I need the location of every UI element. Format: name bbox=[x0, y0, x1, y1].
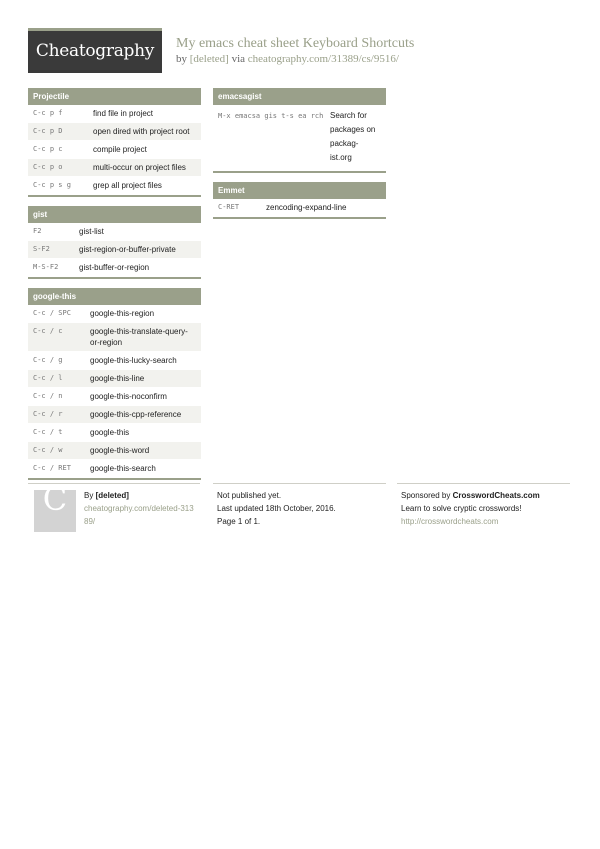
shortcut-row bbox=[213, 105, 386, 171]
footer-author-text bbox=[84, 489, 196, 528]
section-footer-rule bbox=[28, 277, 201, 279]
shortcut-list bbox=[28, 305, 201, 478]
emacsagist-section bbox=[213, 88, 386, 173]
shortcut-list bbox=[28, 105, 201, 195]
shortcut-row bbox=[213, 199, 386, 217]
shortcut-key: C-c / n bbox=[33, 392, 63, 400]
section-title: Emmet bbox=[213, 182, 386, 199]
footer-author-name[interactable]: [deleted] bbox=[95, 491, 129, 500]
last-updated: Last updated 18th October, 2016. bbox=[217, 504, 336, 513]
shortcut-desc: google-this-search bbox=[90, 464, 156, 473]
shortcut-desc: google-this-lucky-search bbox=[90, 356, 177, 365]
shortcut-desc: multi-occur on project files bbox=[93, 163, 186, 172]
shortcut-key: C-c / SPC bbox=[33, 309, 71, 317]
logo-text: Cheatography bbox=[35, 41, 155, 61]
shortcut-row bbox=[28, 105, 201, 123]
shortcut-key: M-x emacsa gis t-s ea rch bbox=[218, 112, 324, 120]
published-status: Not published yet. bbox=[217, 491, 282, 500]
sponsor-name[interactable]: CrosswordCheats.com bbox=[452, 491, 540, 500]
shortcut-row bbox=[28, 323, 201, 352]
shortcut-row bbox=[28, 388, 201, 406]
shortcut-desc: gist-buffer-or-region bbox=[79, 263, 150, 272]
shortcut-list bbox=[28, 223, 201, 277]
section-footer-rule bbox=[28, 195, 201, 197]
shortcut-key: C-c / t bbox=[33, 428, 63, 436]
shortcut-key: M-S-F2 bbox=[33, 263, 59, 271]
sponsor-link[interactable]: http://crosswordcheats.com bbox=[401, 517, 499, 526]
shortcut-row bbox=[28, 241, 201, 259]
shortcut-key: C-c p s g bbox=[33, 181, 71, 189]
sponsor-tagline: Learn to solve cryptic crosswords! bbox=[401, 504, 522, 513]
shortcut-list bbox=[213, 199, 386, 217]
section-title: Projectile bbox=[28, 88, 201, 105]
shortcut-key: C-c / RET bbox=[33, 464, 71, 472]
shortcut-desc: open dired with project root bbox=[93, 127, 190, 136]
avatar[interactable] bbox=[34, 480, 76, 532]
footer-by: By bbox=[84, 491, 94, 500]
shortcut-key: C-c / w bbox=[33, 446, 63, 454]
shortcut-key: C-c / c bbox=[33, 327, 63, 335]
shortcut-desc: compile project bbox=[93, 145, 147, 154]
byline-author[interactable]: [deleted] bbox=[189, 53, 229, 65]
shortcut-key: C-c p f bbox=[33, 109, 63, 117]
right-column bbox=[213, 88, 386, 228]
shortcut-desc: gist-region-or-buffer-private bbox=[79, 245, 176, 254]
section-footer-rule bbox=[213, 217, 386, 219]
sponsor-line bbox=[401, 489, 540, 502]
shortcut-key: C-c / l bbox=[33, 374, 63, 382]
shortcut-desc: google-this bbox=[90, 428, 130, 437]
footer-status bbox=[213, 483, 386, 539]
shortcut-row bbox=[28, 406, 201, 424]
shortcut-desc: google-this-region bbox=[90, 309, 155, 318]
left-column bbox=[28, 88, 201, 489]
section-footer-rule bbox=[213, 171, 386, 173]
shortcut-key: F2 bbox=[33, 227, 42, 235]
shortcut-row bbox=[28, 305, 201, 323]
shortcut-row bbox=[28, 177, 201, 195]
footer-status-text bbox=[217, 489, 336, 528]
shortcut-key: C-RET bbox=[218, 203, 240, 211]
section-title: emacsagist bbox=[213, 88, 386, 105]
shortcut-key: C-c / g bbox=[33, 356, 63, 364]
footer-sponsor bbox=[397, 483, 570, 539]
shortcut-row bbox=[28, 370, 201, 388]
page-title: My emacs cheat sheet Keyboard Shortcuts bbox=[176, 36, 415, 51]
shortcut-row bbox=[28, 259, 201, 277]
shortcut-key: C-c p o bbox=[33, 163, 63, 171]
google-this-section bbox=[28, 288, 201, 480]
shortcut-row bbox=[28, 141, 201, 159]
shortcut-desc: google-this-noconfirm bbox=[90, 392, 167, 401]
avatar-letter: C bbox=[42, 480, 68, 518]
shortcut-desc: google-this-line bbox=[90, 374, 145, 383]
shortcut-row bbox=[28, 460, 201, 478]
shortcut-row bbox=[28, 223, 201, 241]
shortcut-desc: find file in project bbox=[93, 109, 154, 118]
byline-via: via bbox=[231, 53, 246, 65]
emmet-section bbox=[213, 182, 386, 219]
shortcut-row bbox=[28, 352, 201, 370]
section-title: gist bbox=[28, 206, 201, 223]
gist-section bbox=[28, 206, 201, 279]
shortcut-desc: gist-list bbox=[79, 227, 104, 236]
section-title: google-this bbox=[28, 288, 201, 305]
shortcut-desc: google-this-translate-query-or-region bbox=[90, 327, 188, 347]
footer-author bbox=[28, 480, 200, 539]
cheatography-logo[interactable] bbox=[28, 28, 162, 73]
footer-author-link[interactable]: cheatography.com/deleted-31389/ bbox=[84, 504, 194, 526]
shortcut-key: C-c / r bbox=[33, 410, 63, 418]
footer-author-line bbox=[84, 489, 196, 502]
byline-url[interactable]: cheatography.com/31389/cs/9516/ bbox=[247, 53, 399, 65]
shortcut-desc: google-this-cpp-reference bbox=[90, 410, 182, 419]
shortcut-desc: google-this-word bbox=[90, 446, 150, 455]
shortcut-row bbox=[28, 424, 201, 442]
shortcut-desc: grep all project files bbox=[93, 181, 162, 190]
footer-sponsor-text bbox=[401, 489, 540, 528]
shortcut-key: S-F2 bbox=[33, 245, 50, 253]
page-number: Page 1 of 1. bbox=[217, 517, 261, 526]
shortcut-row bbox=[28, 123, 201, 141]
shortcut-list bbox=[213, 105, 386, 171]
projectile-section bbox=[28, 88, 201, 197]
shortcut-desc: zencoding-expand-line bbox=[266, 203, 347, 212]
sponsored-by: Sponsored by bbox=[401, 491, 451, 500]
shortcut-key: C-c p D bbox=[33, 127, 63, 135]
byline-by: by bbox=[176, 53, 187, 65]
shortcut-row bbox=[28, 442, 201, 460]
shortcut-key: C-c p c bbox=[33, 145, 63, 153]
shortcut-desc: Search for packages on packag- ist.org bbox=[330, 111, 376, 162]
shortcut-row bbox=[28, 159, 201, 177]
byline bbox=[176, 53, 399, 65]
